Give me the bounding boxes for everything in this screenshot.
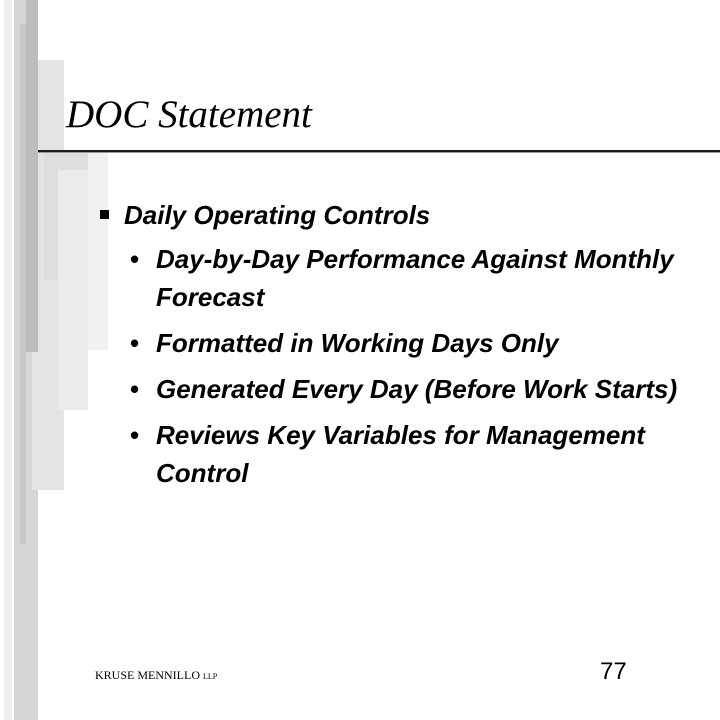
bullet-dot-icon: • bbox=[130, 374, 140, 404]
main-bullet-text: Daily Operating Controls bbox=[124, 200, 431, 230]
footer-firm-name bbox=[95, 668, 217, 683]
footer-firm-suffix: LLP bbox=[203, 672, 218, 681]
bullet-dot-icon: • bbox=[130, 244, 140, 274]
decorative-stripe bbox=[4, 0, 12, 720]
bullet-dot-icon: • bbox=[130, 328, 140, 358]
sub-bullet-text: Generated Every Day (Before Work Starts) bbox=[156, 374, 678, 404]
bullet-dot-icon: • bbox=[130, 420, 140, 450]
footer-firm-text: KRUSE MENNILLO bbox=[95, 668, 200, 682]
main-bullet bbox=[100, 196, 700, 234]
decorative-stripe bbox=[58, 170, 88, 410]
sub-bullet-text: Formatted in Working Days Only bbox=[156, 328, 559, 358]
sub-bullet bbox=[130, 416, 700, 492]
slide-title: DOC Statement bbox=[66, 93, 312, 136]
sub-bullet-list bbox=[130, 240, 700, 492]
sub-bullet bbox=[130, 370, 700, 408]
title-divider bbox=[38, 150, 720, 153]
sub-bullet-text: Day-by-Day Performance Against Monthly Forecast bbox=[156, 244, 674, 312]
sub-bullet-text: Reviews Key Variables for Management Control bbox=[156, 420, 645, 488]
slide-body bbox=[100, 196, 700, 500]
sub-bullet bbox=[130, 324, 700, 362]
sub-bullet bbox=[130, 240, 700, 316]
decorative-stripe bbox=[26, 0, 38, 352]
page-number: 77 bbox=[600, 658, 627, 685]
square-bullet-icon bbox=[100, 210, 109, 219]
